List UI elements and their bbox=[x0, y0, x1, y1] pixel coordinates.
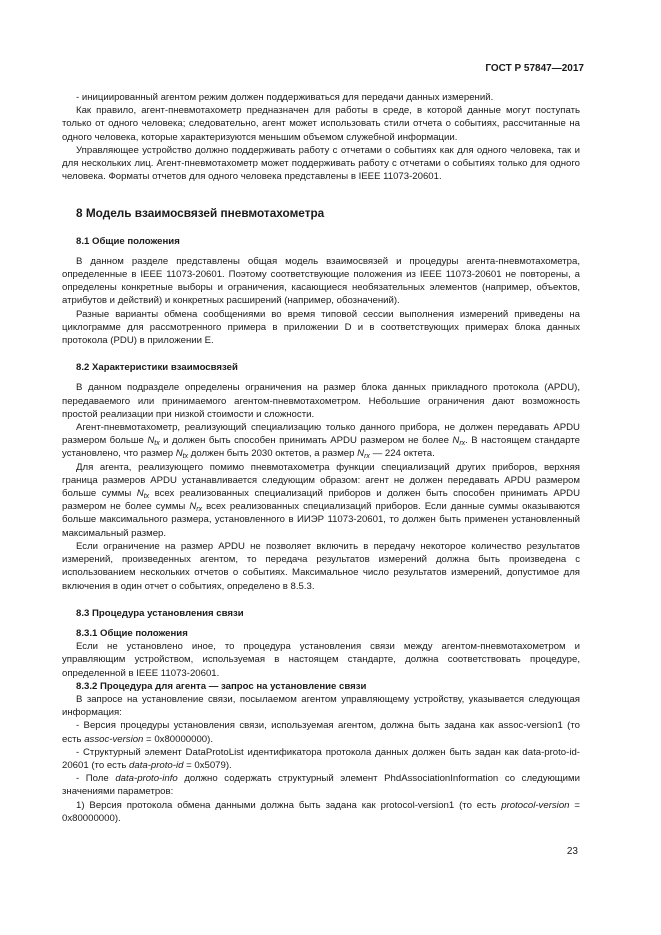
paragraph-apdu-limits: Агент-пневмотахометр, реализующий специализацию только данного прибора, не должен передавать APDU размером больше $N_{tx}$ и должен быть способен принимать APDU размером не более $N_{rx}$. В настоящем стандарте установлено, что размер $N_{tx}$ должен быть 2030 октетов, а размер $N_{rx}$ — 224 октета. bbox=[62, 422, 580, 461]
subsection-8-1-title: 8.1 Общие положения bbox=[76, 235, 180, 247]
paragraph: Если не установлено иное, то процедура установления связи между агентом-пневмотахометром и управляющим устройством, используемая в настоящем стандарте, должна соответствовать процедуре, определенной в IEEE 11073-20601. bbox=[62, 641, 580, 679]
intro-paragraph: Управляющее устройство должно поддерживать работу с отчетами о событиях как для одного человека, так и для нескольких лиц. Агент-пневмотахометр может поддерживать работу с отчетами о событиях только для одного человека. Форматы отчетов для одного человека представлены в IEEE 11073-20601. bbox=[62, 144, 580, 183]
subsection-8-3-1-title: 8.3.1 Общие положения bbox=[76, 627, 188, 639]
list-item: - Структурный элемент DataProtoList идентификатора протокола данных должен быть задан как data-proto-id-20601 (то есть data-proto-id = 0x5079). bbox=[62, 746, 580, 771]
paragraph: Разные варианты обмена сообщениями во время типовой сессии выполнения измерений приведены на циклограмме для рассмотренного примера в приложении D и в соответствующих примерах блока данных протокола (PDU) в приложении E. bbox=[62, 308, 580, 347]
page-number: 23 bbox=[566, 846, 578, 857]
list-item: - Поле data-proto-info должно содержать структурный элемент PhdAssociationInformation со следующими значениями параметров: bbox=[62, 773, 580, 798]
paragraph: В данном подразделе определены ограничения на размер блока данных прикладного протокола (APDU), передаваемого или принимаемого агентом-пневмотахометром. Небольшие ограничения дают возможность простой реализации при низкой стоимости и сложности. bbox=[62, 382, 580, 420]
subsection-8-3-2-title: 8.3.2 Процедура для агента — запрос на установление связи bbox=[76, 680, 367, 692]
paragraph: Если ограничение на размер APDU не позволяет включить в передачу некоторое количество результатов измерений, произведенных агентом, то передача результатов измерений должна быть произведена с использованием нескольких отчетов о событиях. Максимальное число результатов измерений, допустимое для включения в один отчет о событиях, определено в 8.5.3. bbox=[62, 540, 580, 592]
paragraph-multi-spec: Для агента, реализующего помимо пневмотахометра функции специализаций других приборов, верхняя граница размеров APDU устанавливается следующим образом: агент не должен передавать APDU размером больше суммы $N_{tx}$ всех реализованных специализаций приборов и должен быть способен принимать APDU размером не более суммы $N_{rx}$ всех реализованных специализаций приборов. Если данные суммы оказываются больше максимального размера, установленного в ИИЭР 11073-20601, то должен быть применен установленный максимальный размер. bbox=[62, 461, 580, 539]
numbered-item: 1) Версия протокола обмена данными должна быть задана как protocol-version1 (то есть protocol-version = 0x80000000). bbox=[62, 799, 580, 824]
page-content bbox=[62, 91, 580, 825]
intro-paragraph: Как правило, агент-пневмотахометр предназначен для работы в среде, в которой данные могут поступать только от одного человека; следовательно, агент может использовать стили отчета о событиях, рассчитанные на одного человека, которые характеризуются меньшим объемом служебной информации. bbox=[62, 105, 580, 143]
subsection-8-2-title: 8.2 Характеристики взаимосвязей bbox=[76, 362, 238, 374]
section-8-title: 8 Модель взаимосвязей пневмотахометра bbox=[76, 206, 325, 221]
paragraph: В запросе на установление связи, посылаемом агентом управляющему устройству, указывается следующая информация: bbox=[62, 693, 580, 719]
list-item: - Версия процедуры установления связи, используемая агентом, должна быть задана как assoc-version1 (то есть assoc-version = 0x80000000). bbox=[62, 720, 580, 745]
standard-header: ГОСТ Р 57847—2017 bbox=[485, 63, 584, 74]
paragraph: В данном разделе представлены общая модель взаимосвязей и процедуры агента-пневмотахометра, определенные в IEEE 11073-20601. Поэтому соответствующие положения из IEEE 11073-20601 не повторены, а определены конкретные выборы и ограничения, касающиеся необязательных элементов (например, объектов, атрибутов и действий) и конкретных расширений (например, обозначений). bbox=[62, 255, 580, 307]
intro-bullet: - инициированный агентом режим должен поддерживаться для передачи данных измерений. bbox=[76, 92, 494, 103]
subsection-8-3-title: 8.3 Процедура установления связи bbox=[76, 607, 244, 619]
